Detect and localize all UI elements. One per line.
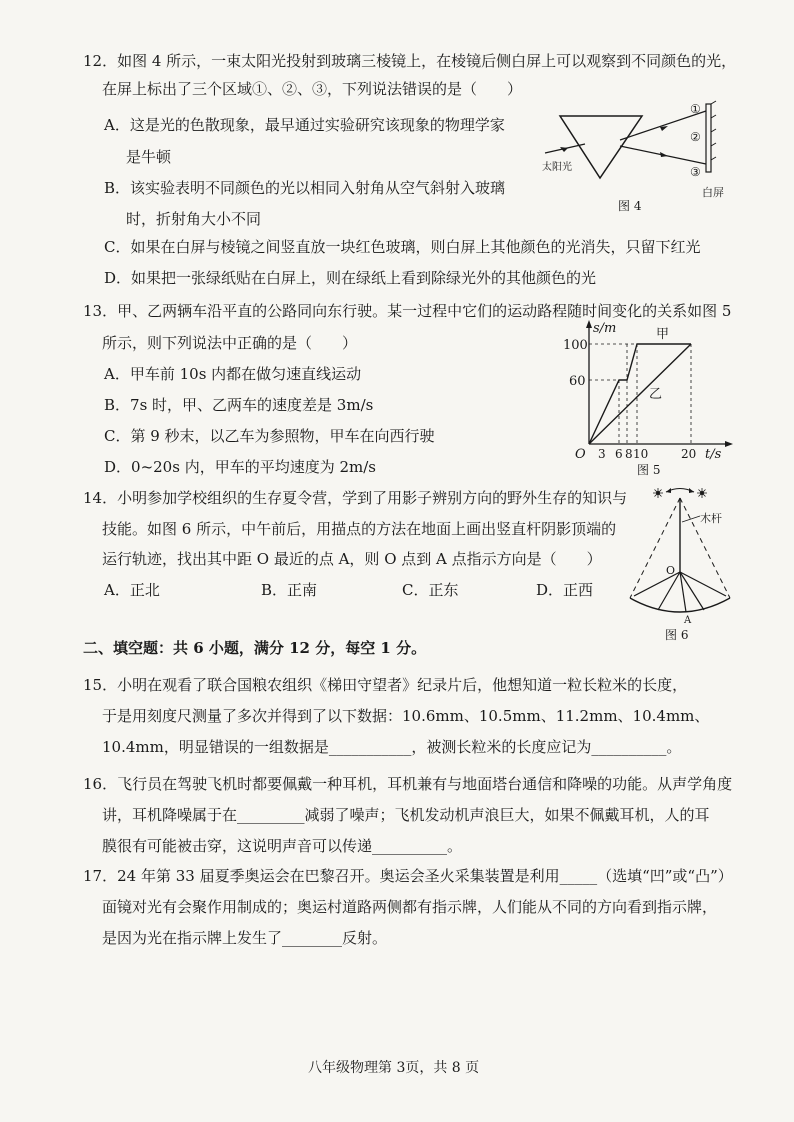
tick-x-8: 8: [625, 447, 633, 461]
figure-5-st-graph: [565, 318, 735, 478]
tick-x-10: 10: [633, 447, 649, 461]
q13-stem-line1: 13．甲、乙两辆车沿平直的公路同向东行驶。某一过程中它们的运动路程随时间变化的关系如图 5: [83, 302, 732, 320]
screen-label: 白屏: [702, 186, 724, 199]
sun-icon-right: [697, 488, 707, 498]
q14-stem-line3: 运行轨迹，找出其中距 O 最近的点 A，则 O 点到 A 点指示方向是（ ）: [102, 550, 602, 568]
q14-stem-line1: 14．小明参加学校组织的生存夏令营，学到了用影子辨别方向的野外生存的知识与: [83, 489, 628, 507]
shadow-trace: [630, 598, 730, 612]
q12-option-c: C．如果在白屏与棱镜之间竖直放一块红色玻璃，则白屏上其他颜色的光消失，只留下红光: [104, 238, 701, 256]
q13-option-a: A．甲车前 10s 内都在做匀速直线运动: [104, 365, 362, 383]
sun-icon-left: [653, 488, 663, 498]
q14-option-d: D．正西: [536, 581, 594, 599]
q14-stem-line2: 技能。如图 6 所示，中午前后，用描点的方法在地面上画出竖直杆阴影顶端的: [102, 520, 617, 538]
figure-4-caption: 图 4: [618, 199, 642, 213]
label-jia: 甲: [656, 327, 670, 342]
sunlight-label: 太阳光: [542, 162, 572, 173]
point-a-label: A: [684, 615, 692, 626]
q14-option-a: A．正北: [104, 581, 160, 599]
q12-option-a: A．这是光的色散现象，最早通过实验研究该现象的物理学家: [104, 116, 505, 134]
q13-option-c: C．第 9 秒末，以乙车为参照物，甲车在向西行驶: [104, 427, 435, 445]
white-screen: [706, 104, 711, 172]
page-footer: 八年级物理第 3页，共 8 页: [308, 1060, 480, 1076]
region-2-label: ②: [690, 130, 701, 144]
region-3-label: ③: [690, 165, 701, 179]
q17-line1: 17．24 年第 33 届夏季奥运会在巴黎召开。奥运会圣火采集装置是利用_____（选填“凹”或“凸”）: [83, 867, 733, 885]
q12-stem-line2: 在屏上标出了三个区域①、②、③，下列说法错误的是（ ）: [102, 80, 523, 98]
q16-line1: 16．飞行员在驾驶飞机时都要佩戴一种耳机，耳机兼有与地面塔台通信和降噪的功能。从声学角度: [83, 775, 733, 793]
q13-stem-line2: 所示，则下列说法中正确的是（ ）: [102, 334, 358, 352]
figure-6-caption: 图 6: [665, 628, 689, 642]
tick-x-20: 20: [681, 447, 697, 461]
q15-line3: 10.4mm，明显错误的一组数据是___________，被测长粒米的长度应记为__________。: [102, 738, 682, 756]
q13-option-b: B．7s 时，甲、乙两车的速度差是 3m/s: [104, 396, 374, 414]
section-2-heading: 二、填空题：共 6 小题，满分 12 分，每空 1 分。: [83, 639, 427, 657]
tick-y-60: 60: [569, 374, 586, 389]
tick-y-100: 100: [563, 338, 588, 353]
q15-line1: 15．小明在观看了联合国粮农组织《梯田守望者》纪录片后，他想知道一粒长粒米的长度，: [83, 676, 688, 694]
q13-option-d: D．0~20s 内，甲车的平均速度为 2m/s: [104, 458, 376, 476]
point-o-label: O: [666, 564, 676, 577]
q12-stem-line1: 12．如图 4 所示，一束太阳光投射到玻璃三棱镜上，在棱镜后侧白屏上可以观察到不同颜色的光，: [83, 52, 737, 70]
y-axis-label: s/m: [593, 321, 617, 336]
q12-option-a-cont: 是牛顿: [126, 148, 172, 166]
region-1-label: ①: [690, 102, 701, 116]
q16-line3: 膜很有可能被击穿，这说明声音可以传递__________。: [102, 837, 463, 855]
q12-option-b-cont: 时，折射角大小不同: [126, 210, 262, 228]
q14-option-b: B．正南: [261, 581, 318, 599]
pole-label: 木杆: [700, 512, 722, 525]
figure-6-shadow: [620, 484, 740, 644]
figure-4-prism: [540, 96, 740, 216]
q12-option-d: D．如果把一张绿纸贴在白屏上，则在绿纸上看到除绿光外的其他颜色的光: [104, 269, 597, 287]
line-yi: [589, 344, 691, 444]
q14-option-c: C．正东: [402, 581, 459, 599]
label-yi: 乙: [649, 387, 663, 402]
origin-label: O: [575, 447, 586, 462]
figure-5-caption: 图 5: [637, 463, 661, 477]
q16-line2: 讲，耳机降噪属于在_________减弱了噪声；飞机发动机声浪巨大，如果不佩戴耳机，人的耳: [102, 806, 710, 824]
q17-line2: 面镜对光有会聚作用制成的；奥运村道路两侧都有指示牌，人们能从不同的方向看到指示牌，: [102, 898, 718, 916]
q12-option-b: B．该实验表明不同颜色的光以相同入射角从空气斜射入玻璃: [104, 179, 506, 197]
q15-line2: 于是用刻度尺测量了多次并得到了以下数据：10.6mm、10.5mm、11.2mm、10.4mm、: [102, 707, 710, 725]
tick-x-3: 3: [598, 447, 606, 461]
x-axis-label: t/s: [705, 447, 722, 462]
q17-line3: 是因为光在指示牌上发生了________反射。: [102, 929, 388, 947]
tick-x-6: 6: [615, 447, 623, 461]
